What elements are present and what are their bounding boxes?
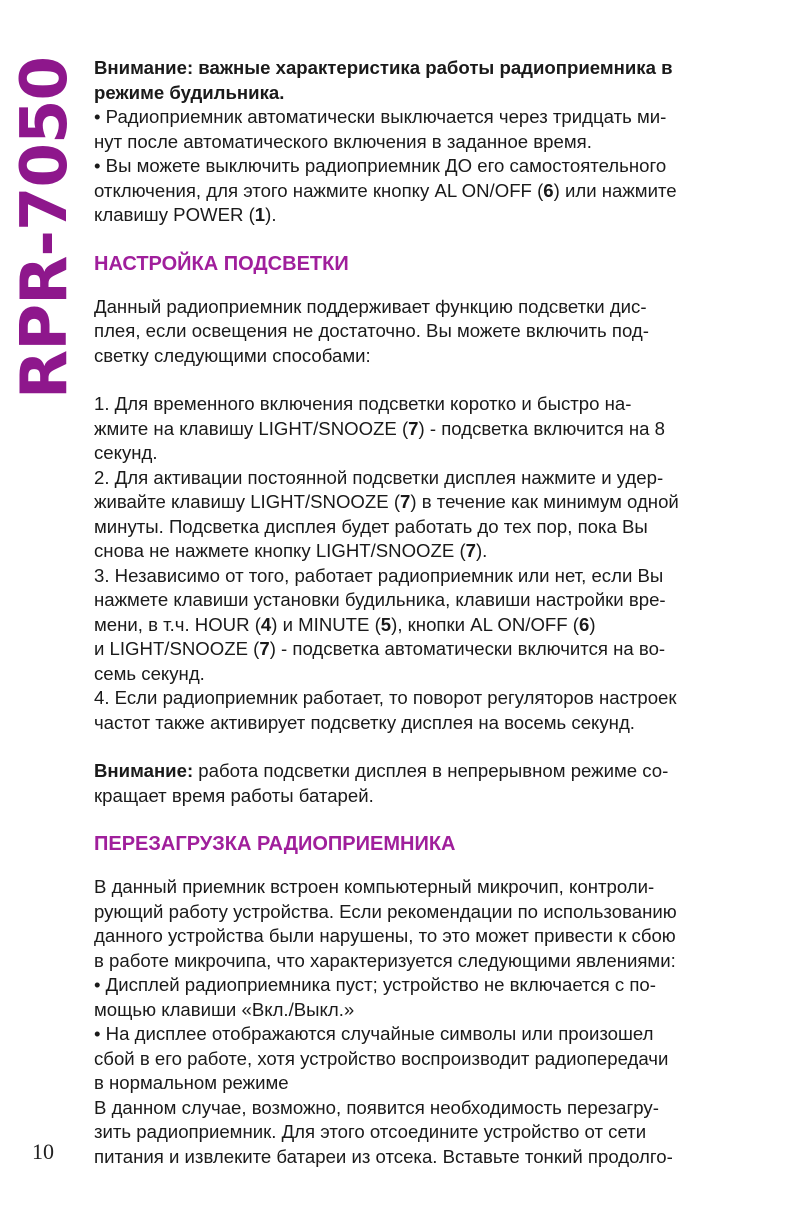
side-model-title bbox=[8, 56, 82, 400]
key-number: 7 bbox=[465, 540, 476, 561]
text-line: данного устройства были нарушены, то это может привести к сбою bbox=[94, 925, 676, 946]
reset-body bbox=[94, 875, 744, 1169]
text-line: живайте клавишу LIGHT/SNOOZE (7) в течение как минимум одной bbox=[94, 491, 679, 512]
page-content bbox=[94, 56, 744, 1169]
page-number: 10 bbox=[32, 1139, 54, 1164]
attention-title-line: режиме будильника. bbox=[94, 81, 285, 103]
text-line: в нормальном режиме bbox=[94, 1072, 289, 1093]
text-line: сбой в его работе, хотя устройство воспроизводит радиопередачи bbox=[94, 1047, 669, 1069]
key-number: 7 bbox=[408, 417, 419, 439]
text-line: мощью клавиши «Вкл./Выкл.» bbox=[94, 998, 355, 1020]
text-line: В данном случае, возможно, появится необходимость перезагру- bbox=[94, 1096, 659, 1118]
backlight-steps-list bbox=[94, 392, 744, 735]
text-line: В данный приемник встроен компьютерный микрочип, контроли- bbox=[94, 876, 655, 897]
backlight-heading: НАСТРОЙКА ПОДСВЕТКИ bbox=[94, 252, 349, 275]
model-label: RPR-7050 bbox=[8, 56, 82, 400]
backlight-note bbox=[94, 759, 744, 808]
text-line: минуты. Подсветка дисплея будет работать до тех пор, пока Вы bbox=[94, 515, 648, 537]
key-number: 7 bbox=[400, 491, 411, 512]
text-line: Внимание: работа подсветки дисплея в непрерывном режиме со- bbox=[94, 760, 669, 781]
text-line: 3. Независимо от того, работает радиоприемник или нет, если Вы bbox=[94, 564, 664, 586]
text-line: • Дисплей радиоприемника пуст; устройство не включается с по- bbox=[94, 974, 656, 995]
key-number: 7 bbox=[259, 638, 270, 659]
key-number: 1 bbox=[254, 204, 266, 225]
text-line: семь секунд. bbox=[94, 662, 205, 684]
text-line: • Радиоприемник автоматически выключается через тридцать ми- bbox=[94, 106, 667, 127]
text-line: нажмете клавиши установки будильника, клавиши настройки вре- bbox=[94, 589, 666, 610]
text-line: зить радиоприемник. Для этого отсоедините устройство от сети bbox=[94, 1121, 647, 1142]
attention-title-line: Внимание: важные характеристика работы радиоприемника в bbox=[94, 57, 673, 78]
note-label: Внимание: bbox=[94, 760, 194, 781]
text-line: • На дисплее отображаются случайные символы или произошел bbox=[94, 1023, 654, 1044]
text-line: мени, в т.ч. HOUR (4) и MINUTE (5), кнопки AL ON/OFF (6) bbox=[94, 613, 596, 635]
key-number: 4 bbox=[260, 613, 272, 635]
text-line: • Вы можете выключить радиоприемник ДО его самостоятельного bbox=[94, 155, 667, 176]
text-line: 4. Если радиоприемник работает, то поворот регуляторов настроек bbox=[94, 687, 677, 708]
text-line: светку следующими способами: bbox=[94, 344, 371, 366]
key-number: 6 bbox=[578, 613, 590, 635]
text-line: питания и извлеките батареи из отсека. Вставьте тонкий продолго- bbox=[94, 1145, 673, 1167]
text-line: 1. Для временного включения подсветки коротко и быстро на- bbox=[94, 393, 632, 414]
text-line: жмите на клавишу LIGHT/SNOOZE (7) - подсветка включится на 8 bbox=[94, 417, 665, 439]
reset-heading: ПЕРЕЗАГРУЗКА РАДИОПРИЕМНИКА bbox=[94, 833, 456, 855]
text-line: 2. Для активации постоянной подсветки дисплея нажмите и удер- bbox=[94, 466, 664, 488]
text-line: клавишу POWER (1). bbox=[94, 204, 277, 225]
text-line: плея, если освещения не достаточно. Вы можете включить под- bbox=[94, 320, 649, 341]
text-line: частот также активирует подсветку дисплея на восемь секунд. bbox=[94, 711, 635, 733]
text-line: в работе микрочипа, что характеризуется следующими явлениями: bbox=[94, 949, 676, 971]
text-line: снова не нажмете кнопку LIGHT/SNOOZE (7). bbox=[94, 540, 488, 561]
text-line: отключения, для этого нажмите кнопку AL ON/OFF (6) или нажмите bbox=[94, 179, 677, 201]
key-number: 6 bbox=[543, 179, 554, 201]
key-number: 5 bbox=[380, 613, 392, 635]
text-line: кращает время работы батарей. bbox=[94, 784, 374, 806]
text-line: рующий работу устройства. Если рекомендации по использованию bbox=[94, 900, 677, 922]
text-line: секунд. bbox=[94, 442, 158, 463]
text-line: и LIGHT/SNOOZE (7) - подсветка автоматически включится на во- bbox=[94, 638, 666, 659]
text-line: Данный радиоприемник поддерживает функцию подсветки дис- bbox=[94, 295, 647, 317]
attention-alarm-block bbox=[94, 56, 744, 228]
text-line: нут после автоматического включения в заданное время. bbox=[94, 130, 592, 152]
backlight-intro bbox=[94, 295, 744, 369]
